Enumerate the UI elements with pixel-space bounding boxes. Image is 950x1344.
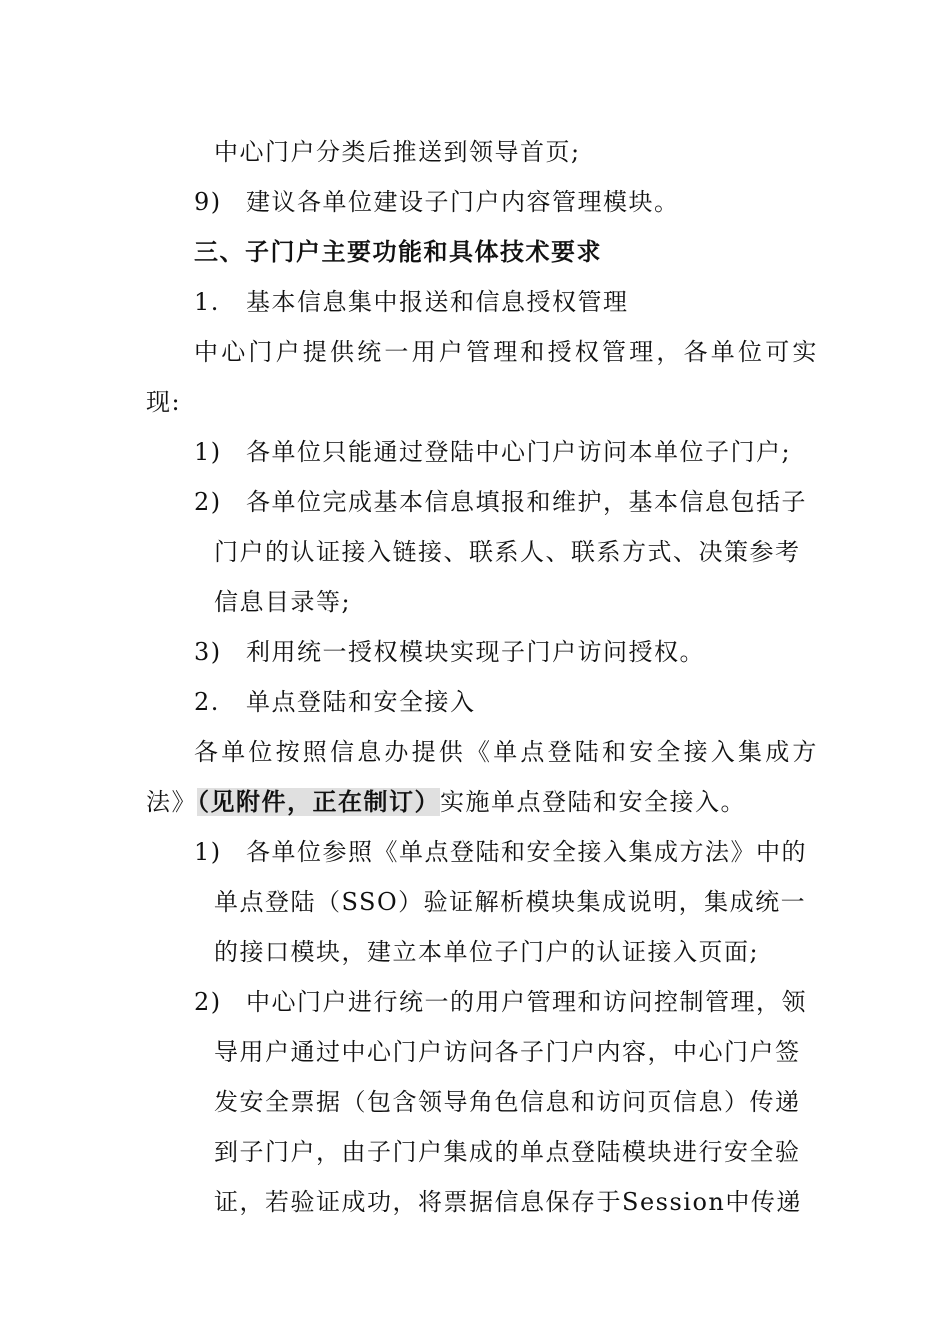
item-number: 1) xyxy=(194,438,222,466)
text: 中心门户提供统一用户管理和授权管理，各单位可实 xyxy=(194,338,820,366)
item-number: 3) xyxy=(194,638,222,666)
text: 各单位完成基本信息填报和维护，基本信息包括子 xyxy=(246,488,807,516)
text-line xyxy=(214,927,759,977)
list-item xyxy=(194,177,680,227)
text-line xyxy=(214,1177,802,1227)
item-number: 9) xyxy=(194,188,222,216)
paragraph-line xyxy=(194,327,820,377)
text: 单点登陆和安全接入 xyxy=(246,688,476,716)
text: 导用户通过中心门户访问各子门户内容，中心门户签 xyxy=(214,1038,801,1066)
text: 的接口模块，建立本单位子门户的认证接入页面; xyxy=(214,938,760,966)
section-heading xyxy=(194,227,602,277)
text: 各单位只能通过登陆中心门户访问本单位子门户; xyxy=(246,438,792,466)
highlighted-note: （见附件，正在制订） xyxy=(197,788,440,816)
list-item xyxy=(194,827,807,877)
text: 中心门户分类后推送到领导首页; xyxy=(214,138,581,166)
text: 建议各单位建设子门户内容管理模块。 xyxy=(246,188,680,216)
text-line xyxy=(214,1127,801,1177)
item-number: 1. xyxy=(194,288,220,316)
text: 各单位参照《单点登陆和安全接入集成方法》中的 xyxy=(246,838,807,866)
text-line xyxy=(214,877,806,927)
list-item xyxy=(194,977,807,1027)
item-number: 2) xyxy=(194,488,222,516)
text-line xyxy=(214,1077,801,1127)
text: 利用统一授权模块实现子门户访问授权。 xyxy=(246,638,705,666)
text: 单点登陆（SSO）验证解析模块集成说明，集成统一 xyxy=(214,888,807,916)
text: 中心门户进行统一的用户管理和访问控制管理，领 xyxy=(246,988,807,1016)
paragraph-line xyxy=(194,727,820,777)
text: 门户的认证接入链接、联系人、联系方式、决策参考 xyxy=(214,538,801,566)
text-line xyxy=(214,1027,801,1077)
text: 发安全票据（包含领导角色信息和访问页信息）传递 xyxy=(214,1088,801,1116)
subsection-heading xyxy=(194,677,476,727)
text: 证，若验证成功，将票据信息保存于Session中传递 xyxy=(214,1188,802,1216)
text: 基本信息集中报送和信息授权管理 xyxy=(246,288,629,316)
text-line xyxy=(214,127,581,177)
text: 法》 xyxy=(146,788,197,816)
heading-text: 三、子门户主要功能和具体技术要求 xyxy=(194,238,602,266)
item-number: 1) xyxy=(194,838,222,866)
text-line xyxy=(214,577,351,627)
text: 实施单点登陆和安全接入。 xyxy=(440,788,746,816)
item-number: 2. xyxy=(194,688,220,716)
text-line xyxy=(214,527,801,577)
list-item xyxy=(194,477,807,527)
text: 现: xyxy=(146,388,182,416)
list-item xyxy=(194,627,705,677)
text: 各单位按照信息办提供《单点登陆和安全接入集成方 xyxy=(194,738,820,766)
paragraph-line xyxy=(146,777,746,827)
text: 到子门户，由子门户集成的单点登陆模块进行安全验 xyxy=(214,1138,801,1166)
list-item xyxy=(194,427,791,477)
item-number: 2) xyxy=(194,988,222,1016)
text: 信息目录等; xyxy=(214,588,352,616)
subsection-heading xyxy=(194,277,629,327)
paragraph-line xyxy=(146,377,181,427)
